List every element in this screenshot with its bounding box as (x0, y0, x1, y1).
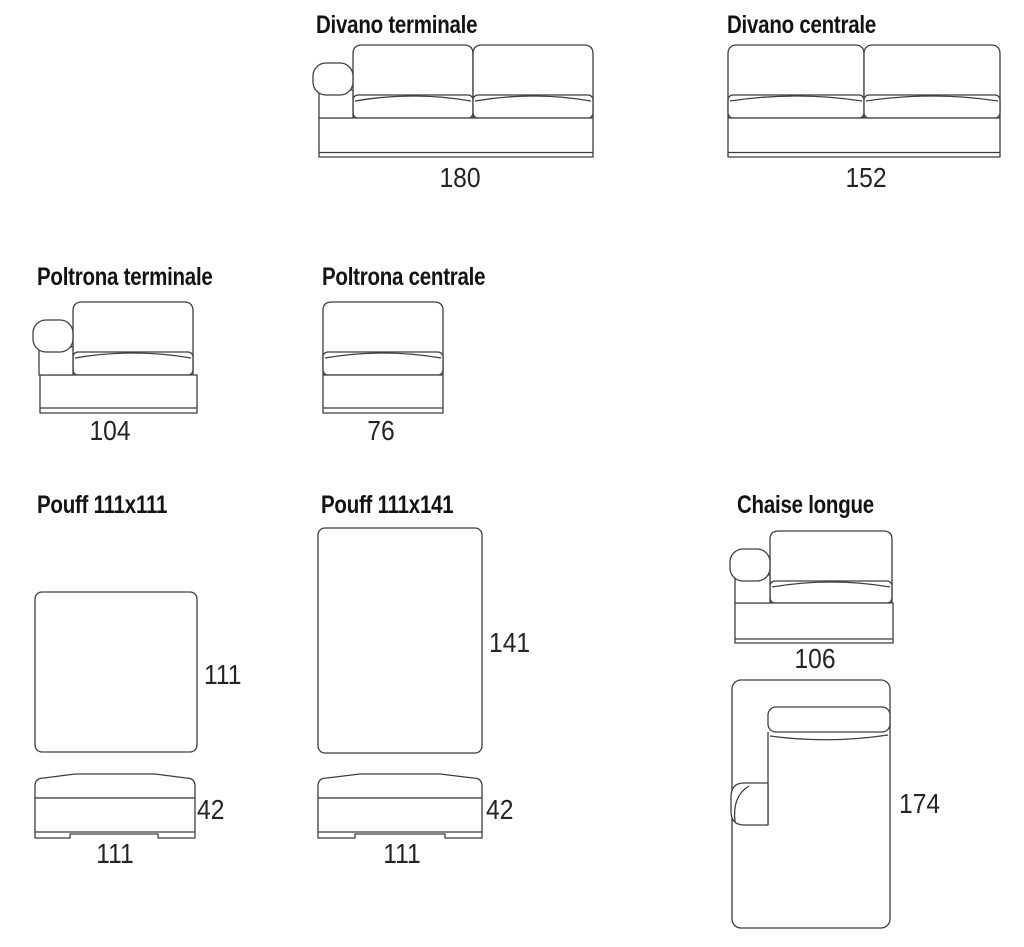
armrest-cap (730, 549, 770, 581)
armrest-cap (731, 783, 768, 825)
chaise-longue-front-drawing (725, 525, 900, 647)
base (319, 118, 593, 157)
dim-width-divano-terminale: 180 (439, 162, 481, 193)
divano-centrale-front-drawing (725, 40, 1005, 160)
title-pouff-111x141: Pouff 111x141 (321, 491, 454, 519)
pouff-111x141-top-drawing (313, 523, 493, 761)
pouff-cushion (35, 774, 195, 798)
dim-depth-pouff-111x111: 111 (204, 659, 242, 690)
backrest-cushion (768, 707, 890, 732)
dim-width-divano-centrale: 152 (845, 162, 887, 193)
title-poltrona-centrale: Poltrona centrale (322, 263, 486, 291)
base (35, 798, 195, 832)
dim-width-pouff-111x111: 111 (96, 838, 134, 869)
title-pouff-111x111: Pouff 111x111 (37, 491, 168, 519)
pouff-top-outline (318, 528, 482, 753)
poltrona-centrale-front-drawing (318, 295, 458, 420)
dim-width-pouff-111x141: 111 (383, 838, 421, 869)
chaise-longue-top-drawing (727, 675, 907, 933)
dim-depth-chaise-longue: 174 (899, 788, 941, 819)
title-poltrona-terminale: Poltrona terminale (37, 263, 213, 291)
base (728, 118, 1000, 157)
title-chaise-longue: Chaise longue (737, 491, 874, 519)
title-divano-centrale: Divano centrale (727, 11, 876, 39)
armrest-cap (313, 63, 353, 95)
base (40, 375, 197, 413)
pouff-111x141-front-drawing (313, 770, 493, 845)
title-divano-terminale: Divano terminale (316, 11, 478, 39)
armrest-cap (33, 320, 73, 352)
divano-terminale-front-drawing (305, 40, 605, 160)
base (318, 798, 482, 832)
pouff-111x111-front-drawing (30, 770, 205, 845)
dim-depth-pouff-111x141: 141 (489, 627, 531, 658)
poltrona-terminale-front-drawing (25, 295, 205, 420)
dim-width-poltrona-terminale: 104 (89, 415, 131, 446)
dim-width-chaise-longue: 106 (794, 643, 836, 674)
dim-width-poltrona-centrale: 76 (367, 415, 395, 446)
dim-height-pouff-111x111: 42 (197, 794, 225, 825)
pouff-top-outline (35, 592, 197, 752)
base (735, 603, 893, 643)
base (323, 375, 443, 413)
pouff-cushion (318, 774, 482, 798)
pouff-111x111-top-drawing (30, 587, 205, 759)
dim-height-pouff-111x141: 42 (486, 794, 514, 825)
